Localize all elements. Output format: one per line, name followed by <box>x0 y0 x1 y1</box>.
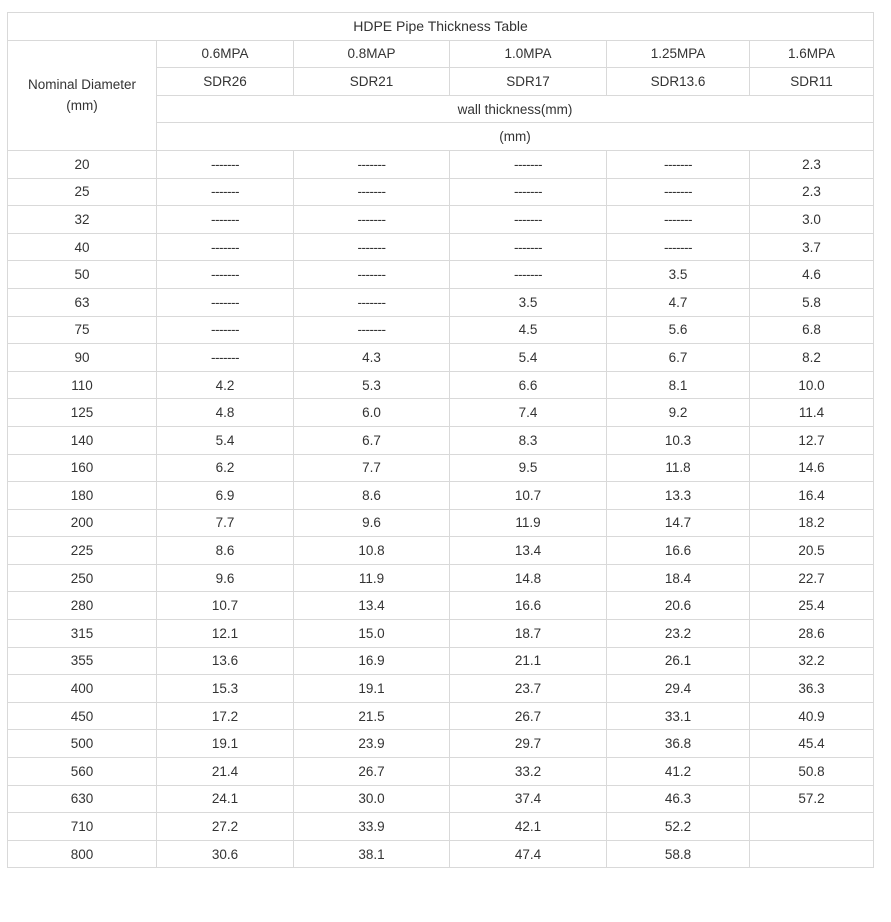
wall-thickness-cell: 10.7 <box>450 482 607 510</box>
table-row <box>8 592 874 620</box>
table-row <box>8 482 874 510</box>
wall-thickness-cell: 5.4 <box>157 426 294 454</box>
table-row <box>8 371 874 399</box>
nominal-diameter-header <box>8 40 157 150</box>
wall-thickness-cell: 6.9 <box>157 482 294 510</box>
wall-thickness-cell: 10.8 <box>294 537 450 565</box>
nominal-diameter-cell: 630 <box>8 785 157 813</box>
thickness-table-container <box>7 12 873 868</box>
wall-thickness-cell: 4.3 <box>294 344 450 372</box>
wall-thickness-cell: ------- <box>450 233 607 261</box>
wall-thickness-cell: 8.1 <box>607 371 750 399</box>
table-row <box>8 261 874 289</box>
wall-thickness-cell: 14.8 <box>450 564 607 592</box>
wall-thickness-cell: 6.8 <box>750 316 874 344</box>
nominal-diameter-cell: 32 <box>8 206 157 234</box>
wall-thickness-cell <box>750 840 874 868</box>
wall-thickness-cell: 8.3 <box>450 426 607 454</box>
wall-thickness-cell: 45.4 <box>750 730 874 758</box>
table-header <box>8 13 874 151</box>
nominal-diameter-cell: 315 <box>8 620 157 648</box>
table-row <box>8 316 874 344</box>
nominal-diameter-cell: 63 <box>8 288 157 316</box>
wall-thickness-cell: 14.7 <box>607 509 750 537</box>
table-title: HDPE Pipe Thickness Table <box>8 13 874 41</box>
wall-thickness-cell: 13.6 <box>157 647 294 675</box>
wall-thickness-cell: 6.7 <box>294 426 450 454</box>
wall-thickness-cell: ------- <box>450 261 607 289</box>
wall-thickness-cell: 16.4 <box>750 482 874 510</box>
wall-thickness-cell: 22.7 <box>750 564 874 592</box>
wall-thickness-cell: 5.6 <box>607 316 750 344</box>
wall-thickness-cell: 4.2 <box>157 371 294 399</box>
table-body <box>8 150 874 867</box>
nominal-diameter-cell: 40 <box>8 233 157 261</box>
table-row <box>8 620 874 648</box>
wall-thickness-cell: ------- <box>294 288 450 316</box>
wall-thickness-cell: 9.2 <box>607 399 750 427</box>
wall-thickness-cell: 36.8 <box>607 730 750 758</box>
wall-thickness-cell: 4.7 <box>607 288 750 316</box>
wall-thickness-cell: 4.6 <box>750 261 874 289</box>
wall-thickness-cell: 21.1 <box>450 647 607 675</box>
nominal-diameter-cell: 125 <box>8 399 157 427</box>
wall-thickness-header: wall thickness(mm) <box>157 95 874 123</box>
wall-thickness-cell: 29.4 <box>607 675 750 703</box>
wall-thickness-cell: ------- <box>607 178 750 206</box>
wall-thickness-cell: 14.6 <box>750 454 874 482</box>
table-row <box>8 288 874 316</box>
wall-thickness-cell: 26.7 <box>450 702 607 730</box>
nominal-diameter-cell: 110 <box>8 371 157 399</box>
wall-thickness-cell: 18.2 <box>750 509 874 537</box>
wall-thickness-cell: 5.3 <box>294 371 450 399</box>
nominal-diameter-cell: 280 <box>8 592 157 620</box>
wall-thickness-cell: 7.7 <box>157 509 294 537</box>
table-row <box>8 344 874 372</box>
wall-thickness-cell: 15.3 <box>157 675 294 703</box>
wall-thickness-cell: 36.3 <box>750 675 874 703</box>
wall-thickness-cell: ------- <box>294 316 450 344</box>
wall-thickness-cell: 38.1 <box>294 840 450 868</box>
wall-thickness-cell: ------- <box>294 261 450 289</box>
wall-thickness-cell: ------- <box>294 150 450 178</box>
wall-thickness-cell: ------- <box>294 206 450 234</box>
wall-thickness-cell: 12.1 <box>157 620 294 648</box>
title-row <box>8 13 874 41</box>
wall-thickness-cell: 13.4 <box>450 537 607 565</box>
wall-thickness-cell: ------- <box>157 261 294 289</box>
wall-thickness-cell: ------- <box>157 288 294 316</box>
sdr-header: SDR21 <box>294 68 450 96</box>
table-row <box>8 426 874 454</box>
wall-thickness-cell: 50.8 <box>750 758 874 786</box>
wall-thickness-cell: 2.3 <box>750 150 874 178</box>
nominal-diameter-cell: 800 <box>8 840 157 868</box>
nominal-diameter-cell: 225 <box>8 537 157 565</box>
pressure-header: 1.0MPA <box>450 40 607 68</box>
wall-thickness-cell: 18.4 <box>607 564 750 592</box>
wall-thickness-cell: 3.5 <box>450 288 607 316</box>
pressure-header: 0.6MPA <box>157 40 294 68</box>
nominal-diameter-cell: 90 <box>8 344 157 372</box>
wall-thickness-cell: ------- <box>157 178 294 206</box>
wall-thickness-cell: 6.2 <box>157 454 294 482</box>
nominal-diameter-cell: 160 <box>8 454 157 482</box>
sdr-header: SDR13.6 <box>607 68 750 96</box>
wall-thickness-cell: 13.4 <box>294 592 450 620</box>
nominal-diameter-cell: 180 <box>8 482 157 510</box>
wall-thickness-cell: 33.1 <box>607 702 750 730</box>
wall-thickness-cell: ------- <box>450 206 607 234</box>
wall-thickness-cell: 6.0 <box>294 399 450 427</box>
wall-thickness-cell: 2.3 <box>750 178 874 206</box>
wall-thickness-cell: 19.1 <box>157 730 294 758</box>
wall-thickness-cell: 20.6 <box>607 592 750 620</box>
wall-thickness-cell: 30.0 <box>294 785 450 813</box>
wall-thickness-cell: ------- <box>450 178 607 206</box>
wall-thickness-cell: 47.4 <box>450 840 607 868</box>
table-row <box>8 564 874 592</box>
wall-thickness-cell: 11.9 <box>450 509 607 537</box>
wall-thickness-cell: 3.0 <box>750 206 874 234</box>
wall-thickness-cell <box>750 813 874 841</box>
nominal-diameter-cell: 200 <box>8 509 157 537</box>
nominal-diameter-cell: 250 <box>8 564 157 592</box>
wall-thickness-cell: 29.7 <box>450 730 607 758</box>
wall-thickness-cell: 40.9 <box>750 702 874 730</box>
wall-thickness-cell: 28.6 <box>750 620 874 648</box>
nominal-diameter-cell: 50 <box>8 261 157 289</box>
nominal-diameter-unit: (mm) <box>66 98 98 114</box>
wall-thickness-cell: 37.4 <box>450 785 607 813</box>
wall-thickness-cell: 46.3 <box>607 785 750 813</box>
table-row <box>8 840 874 868</box>
wall-thickness-cell: 21.5 <box>294 702 450 730</box>
wall-thickness-cell: ------- <box>294 178 450 206</box>
wall-thickness-cell: 6.7 <box>607 344 750 372</box>
wall-thickness-cell: ------- <box>157 316 294 344</box>
table-row <box>8 785 874 813</box>
table-row <box>8 178 874 206</box>
wall-thickness-cell: 9.6 <box>157 564 294 592</box>
wall-thickness-cell: 33.2 <box>450 758 607 786</box>
wall-thickness-cell: 58.8 <box>607 840 750 868</box>
table-row <box>8 509 874 537</box>
wall-thickness-cell: 52.2 <box>607 813 750 841</box>
table-row <box>8 813 874 841</box>
nominal-diameter-cell: 500 <box>8 730 157 758</box>
wall-thickness-cell: 30.6 <box>157 840 294 868</box>
wall-thickness-cell: ------- <box>450 150 607 178</box>
wall-thickness-cell: 8.6 <box>294 482 450 510</box>
wall-thickness-cell: 41.2 <box>607 758 750 786</box>
table-row <box>8 233 874 261</box>
wall-thickness-cell: 13.3 <box>607 482 750 510</box>
wall-thickness-cell: 26.7 <box>294 758 450 786</box>
wall-thickness-cell: 5.4 <box>450 344 607 372</box>
wall-thickness-cell: 11.4 <box>750 399 874 427</box>
wall-thickness-cell: ------- <box>294 233 450 261</box>
nominal-diameter-cell: 140 <box>8 426 157 454</box>
wall-thickness-cell: 9.5 <box>450 454 607 482</box>
wall-thickness-cell: 20.5 <box>750 537 874 565</box>
wall-thickness-cell: 23.9 <box>294 730 450 758</box>
wall-thickness-cell: 33.9 <box>294 813 450 841</box>
wall-thickness-cell: 4.5 <box>450 316 607 344</box>
wall-thickness-cell: 10.0 <box>750 371 874 399</box>
pressure-row <box>8 40 874 68</box>
nominal-diameter-label: Nominal Diameter <box>27 77 137 93</box>
wall-thickness-cell: ------- <box>157 206 294 234</box>
wall-thickness-cell: 57.2 <box>750 785 874 813</box>
wall-thickness-cell: ------- <box>607 233 750 261</box>
wall-thickness-cell: 26.1 <box>607 647 750 675</box>
wall-thickness-cell: 21.4 <box>157 758 294 786</box>
nominal-diameter-cell: 355 <box>8 647 157 675</box>
nominal-diameter-cell: 560 <box>8 758 157 786</box>
wall-thickness-cell: ------- <box>157 150 294 178</box>
wall-thickness-cell: 17.2 <box>157 702 294 730</box>
wall-thickness-cell: 4.8 <box>157 399 294 427</box>
table-row <box>8 675 874 703</box>
wall-thickness-cell: 18.7 <box>450 620 607 648</box>
wall-thickness-cell: 27.2 <box>157 813 294 841</box>
wall-thickness-cell: 15.0 <box>294 620 450 648</box>
nominal-diameter-cell: 75 <box>8 316 157 344</box>
wall-thickness-cell: 7.4 <box>450 399 607 427</box>
unit-header: (mm) <box>157 123 874 151</box>
wall-thickness-cell: 9.6 <box>294 509 450 537</box>
wall-thickness-cell: 23.2 <box>607 620 750 648</box>
wall-thickness-cell: ------- <box>607 206 750 234</box>
wall-thickness-cell: 5.8 <box>750 288 874 316</box>
pressure-header: 1.25MPA <box>607 40 750 68</box>
hdpe-thickness-table <box>7 12 874 868</box>
wall-thickness-cell: 42.1 <box>450 813 607 841</box>
wall-thickness-cell: 16.6 <box>607 537 750 565</box>
wall-thickness-cell: 8.6 <box>157 537 294 565</box>
sdr-header: SDR17 <box>450 68 607 96</box>
wall-thickness-cell: 6.6 <box>450 371 607 399</box>
nominal-diameter-cell: 400 <box>8 675 157 703</box>
wall-thickness-cell: 8.2 <box>750 344 874 372</box>
wall-thickness-cell: 16.6 <box>450 592 607 620</box>
table-row <box>8 702 874 730</box>
wall-thickness-cell: 32.2 <box>750 647 874 675</box>
pressure-header: 0.8MAP <box>294 40 450 68</box>
table-row <box>8 647 874 675</box>
wall-thickness-cell: ------- <box>607 150 750 178</box>
wall-thickness-cell: ------- <box>157 344 294 372</box>
wall-thickness-cell: 10.7 <box>157 592 294 620</box>
table-row <box>8 150 874 178</box>
wall-thickness-cell: 11.9 <box>294 564 450 592</box>
table-row <box>8 206 874 234</box>
table-row <box>8 758 874 786</box>
wall-thickness-cell: 19.1 <box>294 675 450 703</box>
nominal-diameter-cell: 450 <box>8 702 157 730</box>
nominal-diameter-cell: 20 <box>8 150 157 178</box>
wall-thickness-cell: 3.5 <box>607 261 750 289</box>
wall-thickness-cell: 3.7 <box>750 233 874 261</box>
sdr-header: SDR26 <box>157 68 294 96</box>
sdr-header: SDR11 <box>750 68 874 96</box>
table-row <box>8 537 874 565</box>
nominal-diameter-cell: 710 <box>8 813 157 841</box>
wall-thickness-cell: 12.7 <box>750 426 874 454</box>
wall-thickness-cell: 11.8 <box>607 454 750 482</box>
wall-thickness-cell: 7.7 <box>294 454 450 482</box>
pressure-header: 1.6MPA <box>750 40 874 68</box>
wall-thickness-cell: 24.1 <box>157 785 294 813</box>
wall-thickness-cell: ------- <box>157 233 294 261</box>
wall-thickness-cell: 23.7 <box>450 675 607 703</box>
table-row <box>8 454 874 482</box>
wall-thickness-cell: 25.4 <box>750 592 874 620</box>
wall-thickness-cell: 16.9 <box>294 647 450 675</box>
table-row <box>8 730 874 758</box>
table-row <box>8 399 874 427</box>
nominal-diameter-cell: 25 <box>8 178 157 206</box>
wall-thickness-cell: 10.3 <box>607 426 750 454</box>
